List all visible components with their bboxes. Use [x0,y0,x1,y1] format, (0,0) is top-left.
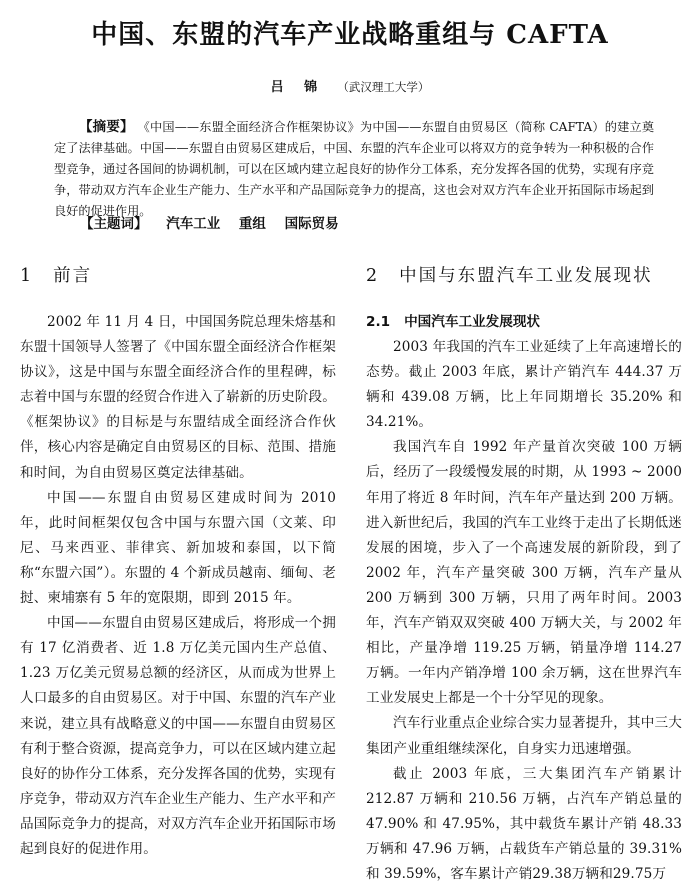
section-title: 中国与东盟汽车工业发展现状 [399,266,653,286]
keyword: 汽车工业 [166,216,221,232]
paragraph: 我国汽车自 1992 年产量首次突破 100 万辆后，经历了一段缓慢发展的时期，从 1993 ~ 2000 年用了将近 8 年时间，汽车年产量达到 200 万辆。进入新世纪后，我国的汽车工业终于走出了长期低迷发展的困境，步入了一个高速发展的新阶段，到了 2002 年，汽车产量突破 300 万辆，汽车产量从 200 万辆到 300 万辆，只用了两年时间。2003 年，汽车产销双双突破 400 万辆大关，与 2002 年相比，产量净增 119.25 万辆，销量净增 114.27 万辆。一年内产销净增 100 余万辆，这在世界汽车工业发展史上都是一个十分罕见的现象。 [366,439,682,707]
subsection-heading [366,310,682,335]
paragraph: 2003 年我国的汽车工业延续了上年高速增长的态势。截止 2003 年底，累计产销汽车 444.37 万辆和 439.08 万辆，比上年同期增长 35.20% 和 34.21%。 [366,339,682,431]
paper-title: 中国、东盟的汽车产业战略重组与 CAFTA [91,20,609,50]
abstract [54,117,654,222]
author-line [0,76,700,95]
section-number: 1 [20,266,34,286]
subsection-number: 2.1 [366,314,391,330]
section-heading [20,262,336,290]
author-name: 吕 锦 [270,80,326,95]
paragraph: 汽车行业重点企业综合实力显著提升，其中三大集团产业重组继续深化，自身实力迅速增强。 [366,715,682,757]
keyword: 国际贸易 [284,216,339,232]
keyword: 重组 [238,216,266,232]
section-heading [366,262,682,290]
paragraph: 中国——东盟自由贸易区建成时间为 2010 年，此时间框架仅包含中国与东盟六国（文莱、印尼、马来西亚、菲律宾、新加坡和泰国，以下简称“东盟六国”）。东盟的 4 个新成员越南、缅甸、老挝、柬埔寨有 5 年的宽限期，即到 2015 年。 [20,489,336,607]
keywords [80,212,339,232]
abstract-label: 【摘要】 [79,119,134,135]
paragraph: 截止 2003 年底，三大集团汽车产销累计 212.87 万辆和 210.56 万辆，占汽车产销总量的 47.90% 和 47.95%，其中载货车累计产销 48.33 万辆和 47.96 万辆，占载货车产销总量的 39.31% 和 39.59%，客车累计产销29.38万辆和29.75万 [366,765,682,882]
paragraph: 中国——东盟自由贸易区建成后，将形成一个拥有 17 亿消费者、近 1.8 万亿美元国内生产总值、1.23 万亿美元贸易总额的经济区，从而成为世界上人口最多的自由贸易区。对于中国、东盟的汽车产业来说，建立具有战略意义的中国——东盟自由贸易区有利于整合资源，提高竞争力，可以在区域内建立起良好的协作分工体系，充分发挥各国的优势，实现有序竞争，带动双方汽车企业生产能力、生产水平和产品国际竞争力的提高，对双方汽车企业开拓国际市场起到良好的促进作用。 [20,615,336,857]
author-affiliation: （武汉理工大学） [337,80,430,94]
abstract-text: 《中国——东盟全面经济合作框架协议》为中国——东盟自由贸易区（简称 CAFTA）的建立奠定了法律基础。中国——东盟自由贸易区建成后，中国、东盟的汽车企业可以将双方的竞争转为一种积极的合作型竞争，通过各国间的协调机制，可以在区域内建立起良好的协作分工体系，充分发挥各国的优势，实现有序竞争，带动双方汽车企业生产能力、生产水平和产品国际竞争力的提高，这也会对双方汽车企业开拓国际市场起到良好的促进作用。 [54,120,655,218]
keywords-label: 【主题词】 [80,216,148,232]
right-column [366,262,682,887]
subsection-title: 中国汽车工业发展现状 [404,314,541,330]
left-column [20,262,336,862]
section-title: 前言 [53,266,93,286]
paragraph: 2002 年 11 月 4 日，中国国务院总理朱熔基和东盟十国领导人签署了《中国东盟全面经济合作框架协议》，这是中国与东盟全面经济合作的里程碑，标志着中国与东盟的经贸合作进入了崭新的历史阶段。《框架协议》的目标是与东盟结成全面经济合作伙伴，核心内容是确定自由贸易区的目标、范围、措施和时间，为自由贸易区奠定法律基础。 [20,314,336,481]
section-number: 2 [366,266,380,286]
